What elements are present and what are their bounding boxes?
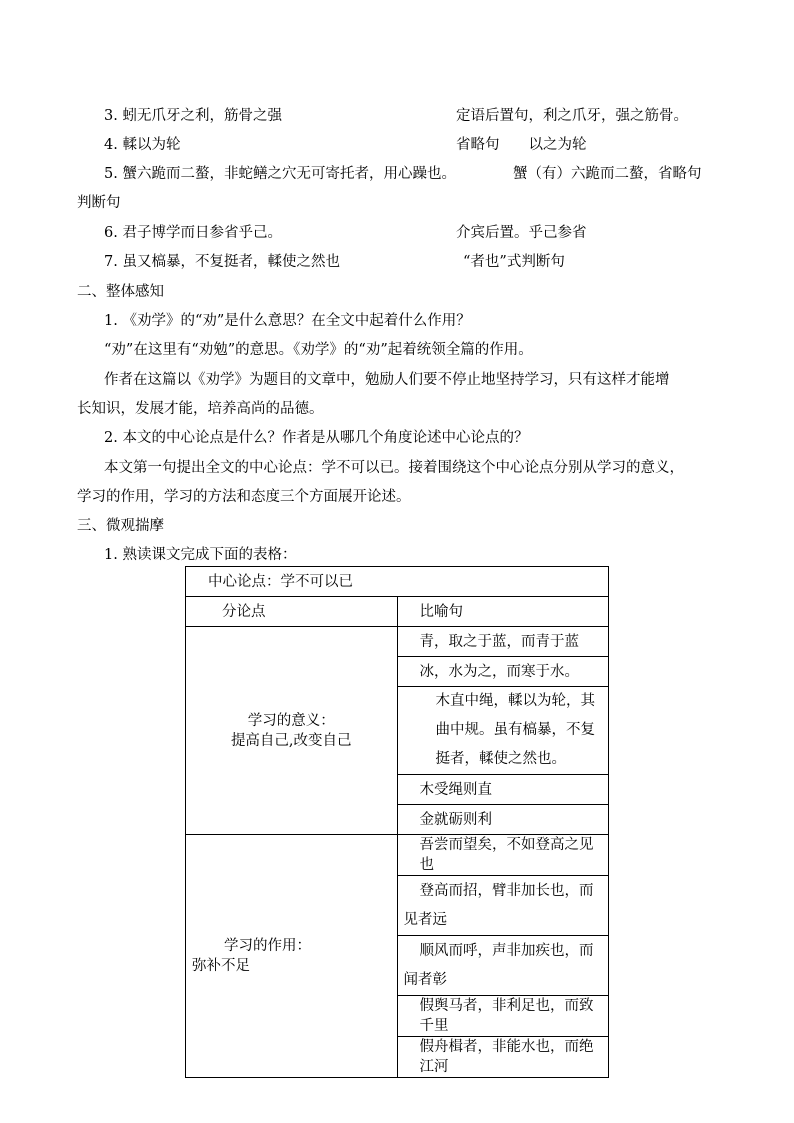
metaphor-cell: 木受绳则直 — [397, 775, 609, 805]
section-heading-2: 二、整体感知 — [77, 284, 164, 300]
table-row — [186, 567, 609, 597]
sentence-5-note-cont: 判断句 — [77, 195, 121, 211]
sentence-4 — [104, 135, 180, 155]
sentence-num: 7. — [104, 254, 118, 270]
point-line: 弥补不足 — [192, 958, 250, 974]
thesis-cell: 中心论点：学不可以已 — [186, 567, 609, 597]
question-1: 1. 《劝学》的“劝”是什么意思？在全文中起着什么作用？ — [104, 313, 471, 329]
paragraph-2-line-2: 学习的作用，学习的方法和态度三个方面展开论述。 — [77, 489, 411, 505]
point-line: 学习的作用： — [224, 938, 311, 954]
col-header-metaphor: 比喻句 — [397, 597, 609, 627]
sentence-6-note: 介宾后置。乎己参省 — [456, 225, 587, 241]
sentence-text: 蚓无爪牙之利，筋骨之强 — [122, 108, 282, 124]
col-header-point: 分论点 — [186, 597, 398, 627]
question-2: 2. 本文的中心论点是什么？作者是从哪几个角度论述中心论点的？ — [104, 430, 529, 446]
sentence-5 — [104, 164, 456, 184]
table-row — [186, 835, 609, 876]
sentence-num: 3. — [104, 108, 118, 124]
metaphor-cell: 吾尝而望矣，不如登高之见也 — [397, 835, 609, 876]
sentence-5-note: 蟹（有）六跪而二螯，省略句 — [513, 166, 702, 182]
metaphor-cell: 冰，水为之，而寒于水。 — [397, 657, 609, 687]
metaphor-cell — [397, 687, 609, 775]
answer-1: “劝”在这里有“劝勉”的意思。《劝学》的“劝”起着统领全篇的作用。 — [104, 342, 533, 358]
section-heading-3: 三、微观揣摩 — [77, 518, 164, 534]
table-row — [186, 627, 609, 657]
sentence-3 — [104, 106, 282, 126]
metaphor-text: 木直中绳，輮以为轮，其曲中规。虽有槁暴，不复挺者，輮使之然也。 — [435, 693, 595, 767]
paragraph-1-line-2: 长知识，发展才能，培养高尚的品德。 — [77, 401, 324, 417]
metaphor-text: 顺风而呼，声非加疾也，而闻者彰 — [403, 942, 594, 988]
metaphor-cell — [397, 936, 609, 996]
paragraph-2-line-1: 本文第一句提出全文的中心论点：学不可以已。接着围绕这个中心论点分别从学习的意义， — [104, 460, 684, 476]
sentence-7 — [104, 252, 340, 272]
sentence-6 — [104, 223, 282, 243]
point-line: 学习的意义： — [247, 712, 335, 729]
sentence-4-note: 省略句 以之为轮 — [456, 137, 587, 153]
sentence-text: 君子博学而日参省乎己。 — [122, 225, 282, 241]
point-cell-function — [186, 835, 398, 1078]
metaphor-text: 登高而招，臂非加长也，而见者远 — [403, 882, 594, 928]
sentence-num: 5. — [104, 166, 118, 182]
metaphor-cell — [397, 876, 609, 936]
sentence-num: 4. — [104, 137, 118, 153]
sentence-text: 輮以为轮 — [122, 137, 181, 153]
sentence-text: 蟹六跪而二螯，非蛇鳝之穴无可寄托者，用心躁也。 — [122, 166, 456, 182]
metaphor-cell: 假舆马者，非利足也，而致千里 — [397, 996, 609, 1037]
metaphor-cell: 金就砺则利 — [397, 805, 609, 835]
table-row — [186, 597, 609, 627]
metaphor-cell: 青，取之于蓝，而青于蓝 — [397, 627, 609, 657]
metaphor-cell: 假舟楫者，非能水也，而绝江河 — [397, 1037, 609, 1078]
sentence-3-note: 定语后置句，利之爪牙，强之筋骨。 — [456, 108, 688, 124]
question-3-1: 1. 熟读课文完成下面的表格： — [104, 547, 297, 563]
paragraph-1-line-1: 作者在这篇以《劝学》为题目的文章中，勉励人们要不停止地坚持学习，只有这样才能增 — [104, 372, 670, 388]
point-cell-meaning — [186, 627, 398, 835]
sentence-7-note: “者也”式判断句 — [463, 254, 565, 270]
point-line: 提高自己,改变自己 — [230, 732, 352, 749]
sentence-num: 6. — [104, 225, 118, 241]
sentence-text: 虽又槁暴，不复挺者，輮使之然也 — [122, 254, 340, 270]
analysis-table — [185, 566, 609, 1078]
